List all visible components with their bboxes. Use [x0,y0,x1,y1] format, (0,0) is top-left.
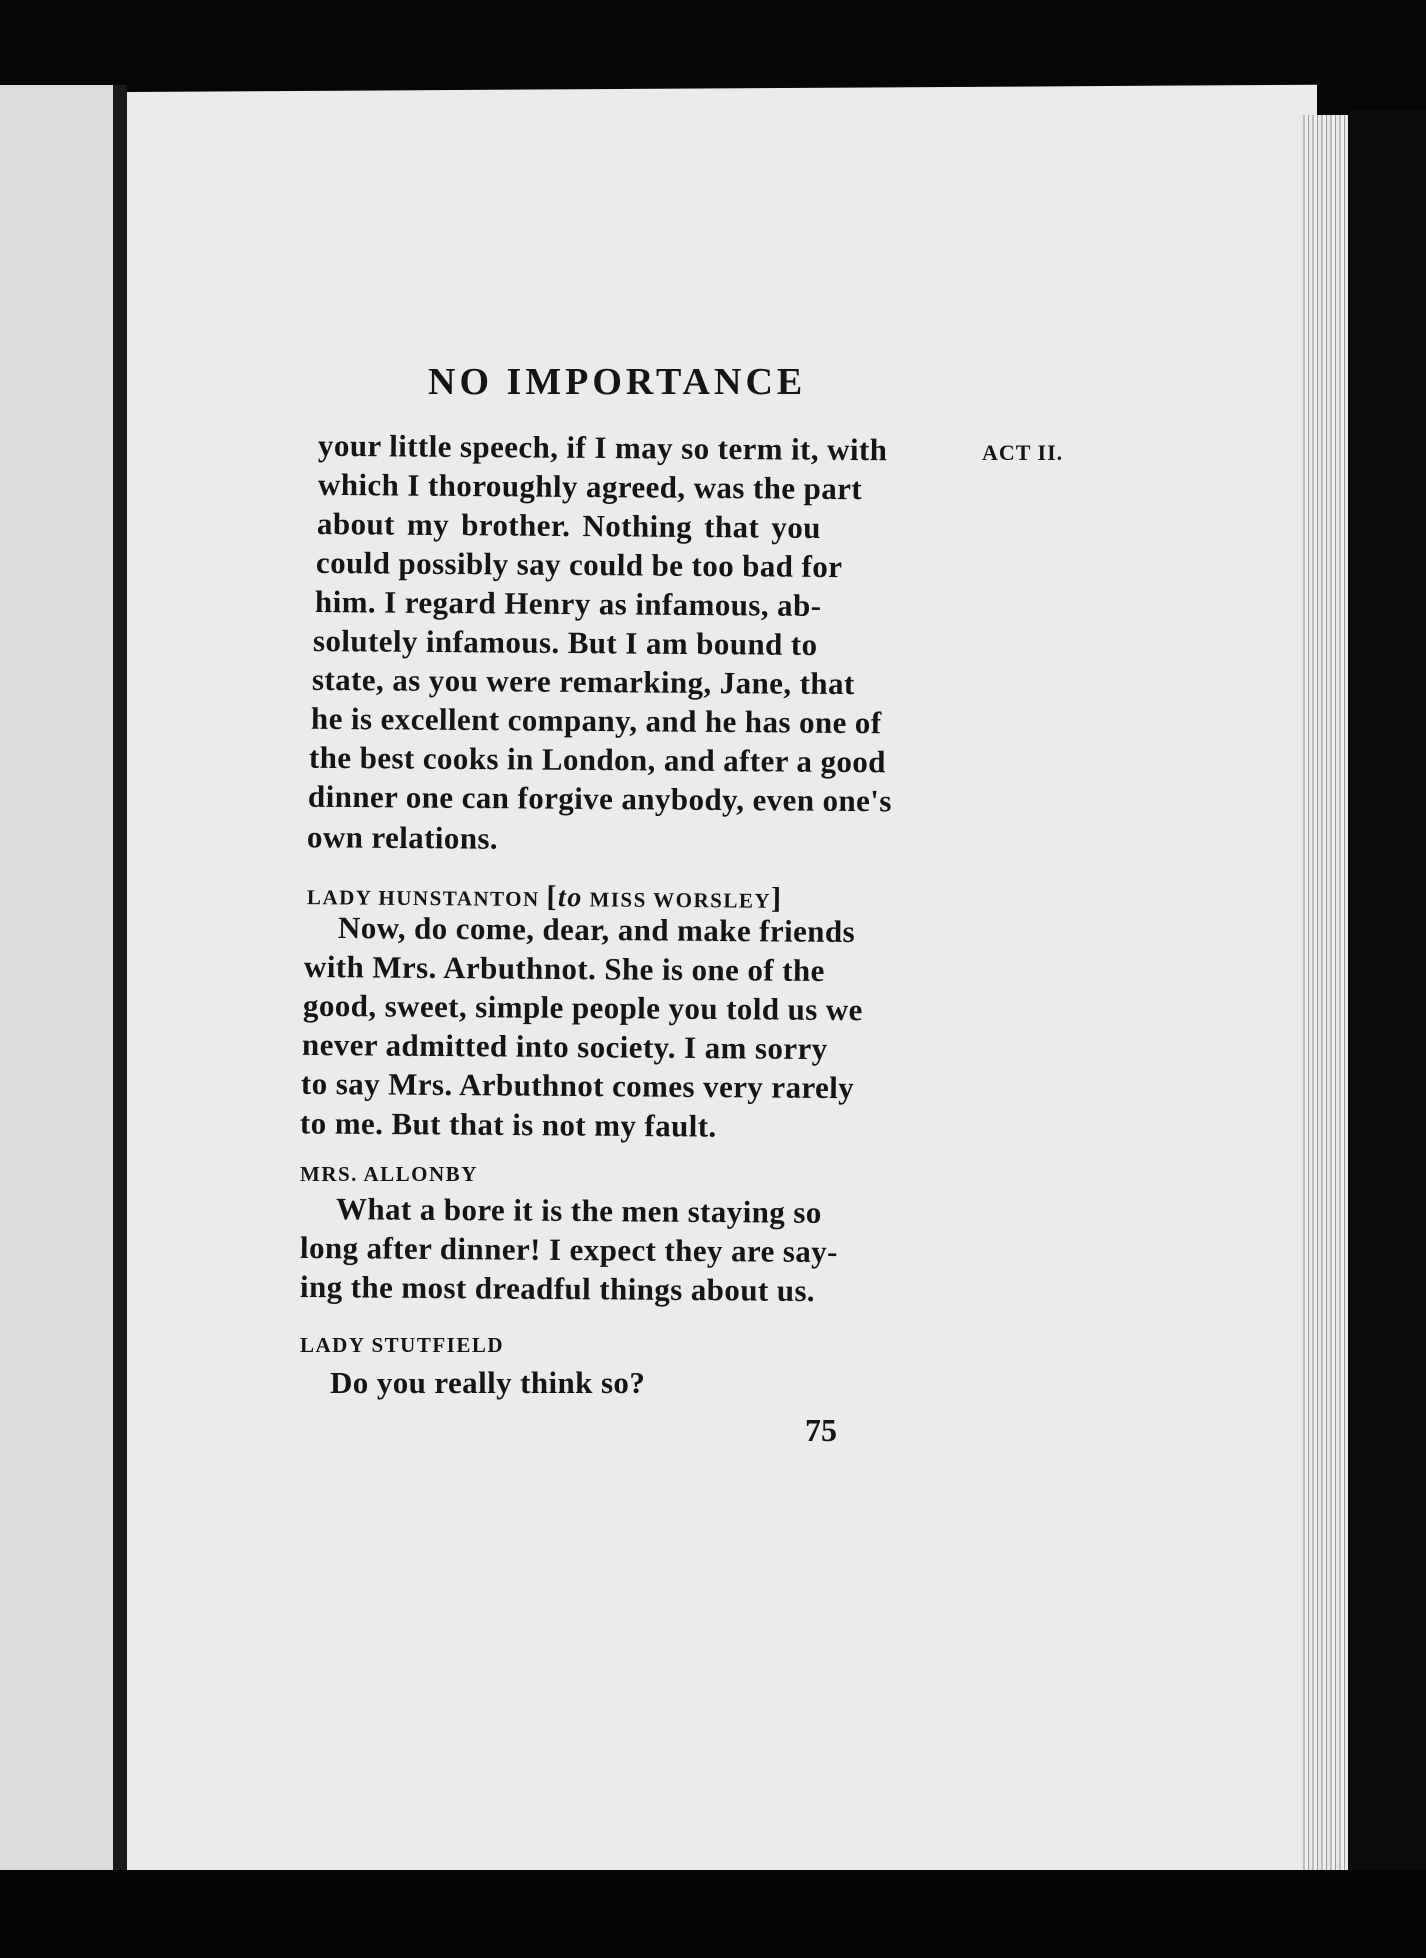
speech2-line: good, sweet, simple people you told us we [302,987,863,1028]
stage-direction-word: to [557,882,583,914]
speech1-line: he is excellent company, and he has one of [310,700,882,741]
speech1-line: own relations. [306,819,499,856]
speaker-label: LADY STUTFIELD [300,1333,505,1357]
speech1-line: could possibly say could be too bad for [315,544,843,585]
speech1-line: about my brother. Nothing that you [316,506,821,545]
book-cover-edge [1348,110,1426,1910]
speech2-line: to say Mrs. Arbuthnot comes very rarely [300,1065,855,1106]
speech1-line: him. I regard Henry as infamous, ab- [314,584,822,623]
left-page-edge [0,85,118,1885]
speech2-line: Now, do come, dear, and make friends [337,909,856,950]
speech1-line: state, as you were remarking, Jane, that [311,661,855,702]
bracket: ] [770,881,783,915]
speech1-line: dinner one can forgive anybody, even one's [307,778,892,819]
gutter-shadow [113,85,127,1885]
speech1-line: solutely infamous. But I am bound to [312,623,818,662]
speech2-line: never admitted into society. I am sorry [301,1026,828,1067]
speaker-name: LADY HUNSTANTON [306,885,540,911]
page-stack-edge [1300,115,1350,1890]
speaker-label: MRS. ALLONBY [300,1162,478,1186]
speech1-line: the best cooks in London, and after a good [308,739,887,780]
running-head: NO IMPORTANCE [428,361,807,403]
act-label: ACT II. [982,440,1064,465]
bracket: [ [546,880,559,914]
page-number: 75 [805,1412,837,1448]
speech4-line: Do you really think so? [330,1365,646,1400]
scan-background [0,1870,1426,1958]
speech1-line: which I thoroughly agreed, was the part [317,466,863,507]
speech2-line: to me. But that is not my fault. [299,1105,717,1144]
speech3-line: long after dinner! I expect they are say- [299,1229,839,1270]
speech3-line: ing the most dreadful things about us. [299,1268,816,1309]
speech1-line: your little speech, if I may so term it, with [317,427,888,468]
stage-direction-name: MISS WORSLEY [589,887,772,913]
speech3-line: What a bore it is the men staying so [335,1191,822,1230]
speech2-line: with Mrs. Arbuthnot. She is one of the [303,948,825,989]
stage-direction [546,880,783,915]
